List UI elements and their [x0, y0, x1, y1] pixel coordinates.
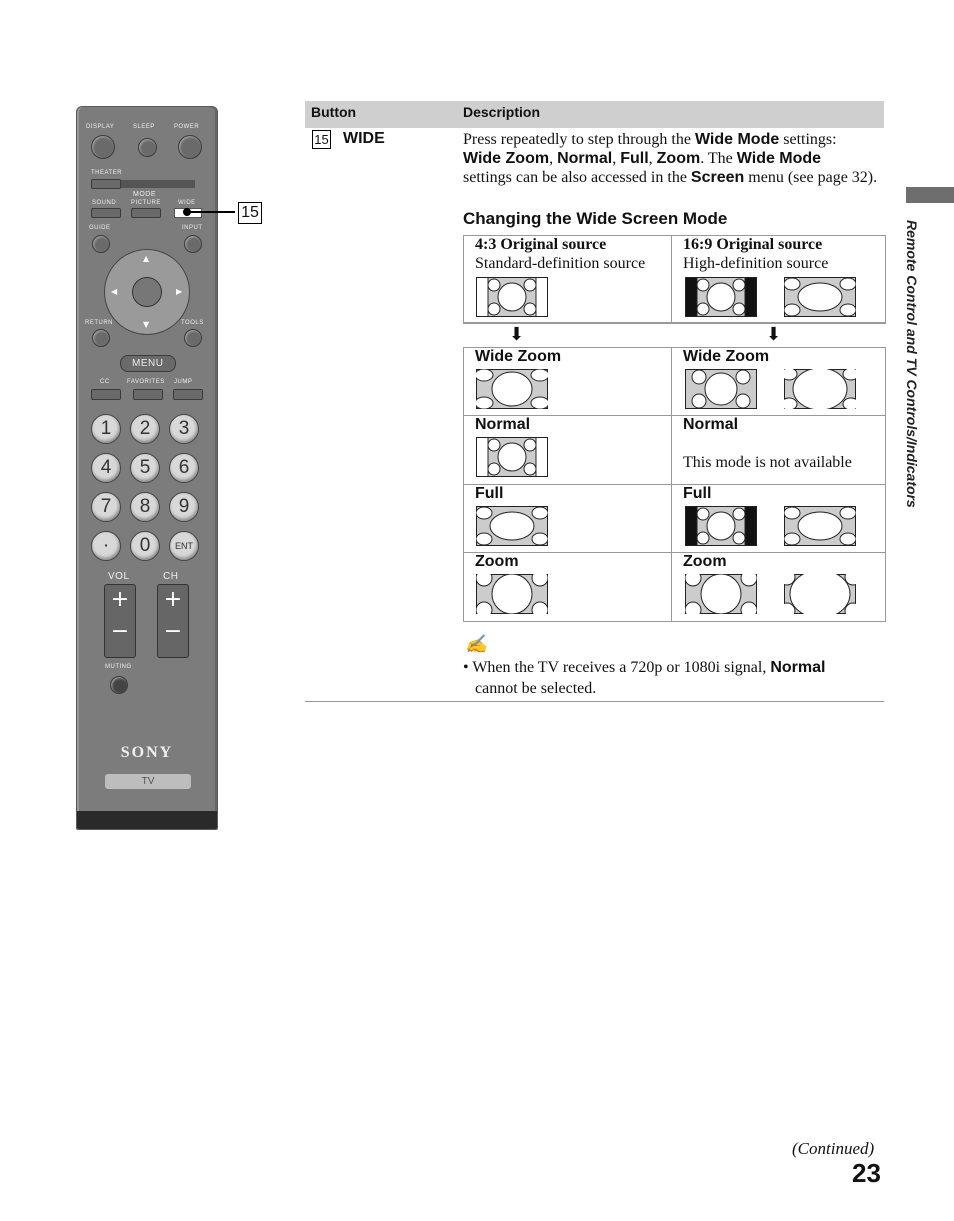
row-number: 15 [312, 130, 331, 149]
mode-cell [464, 416, 672, 485]
table-bottom-rule [305, 701, 884, 702]
remote-control-illustration [76, 106, 218, 830]
mode-note: This mode is not available [683, 454, 852, 471]
section-tab-label: Remote Control and TV Controls/Indicators [904, 220, 920, 508]
label-display: DISPLAY [86, 124, 115, 130]
return-button [92, 329, 110, 347]
number-button: 9 [169, 492, 199, 522]
up-arrow-icon: ▲ [143, 254, 150, 263]
mode-cell [672, 348, 885, 416]
cc-button [91, 389, 121, 400]
screen-169-wide-diagram [784, 277, 856, 317]
note-text: • When the TV receives a 720p or 1080i signal, Normal cannot be selected. [463, 659, 826, 697]
mode-cell [672, 485, 885, 553]
remote-bottom-edge [77, 811, 217, 829]
tools-button [184, 329, 202, 347]
label-jump: JUMP [174, 379, 193, 385]
note-pencil-icon: ✍ [465, 634, 488, 655]
source-cell-43 [464, 236, 672, 323]
mode-label: Zoom [475, 553, 519, 570]
label-theater: THEATER [91, 170, 123, 176]
mode-label: Zoom [683, 553, 727, 570]
label-sound: SOUND [92, 200, 117, 206]
source-169-title: 16:9 Original source [683, 236, 823, 253]
label-vol: VOL [108, 571, 130, 582]
tv-mode-label: TV [105, 774, 191, 789]
dpad-center-button [132, 277, 162, 307]
label-tools: TOOLS [181, 320, 204, 326]
source-169-subtitle: High-definition source [683, 255, 829, 272]
section-tab-marker [906, 187, 954, 203]
number-button: 8 [130, 492, 160, 522]
mode-label: Full [475, 485, 504, 502]
number-button: 0 [130, 531, 160, 561]
label-return: RETURN [85, 320, 113, 326]
mode-cell [464, 348, 672, 416]
label-sleep: SLEEP [133, 124, 155, 130]
wide-zoom-169-b-diagram [784, 369, 856, 409]
picture-button [131, 208, 161, 218]
left-arrow-icon: ◀ [111, 287, 118, 296]
section-title: Changing the Wide Screen Mode [463, 209, 728, 228]
volume-rocker [104, 584, 136, 658]
callout-number: 15 [238, 202, 262, 224]
label-guide: GUIDE [89, 225, 111, 231]
sound-button [91, 208, 121, 218]
source-43-title: 4:3 Original source [475, 236, 607, 253]
full-169-b-diagram [784, 506, 856, 546]
label-ch: CH [163, 571, 179, 582]
number-button: 2 [130, 414, 160, 444]
muting-button [110, 676, 128, 694]
theater-button [91, 179, 121, 189]
modes-table [463, 347, 886, 622]
full-43-diagram [476, 506, 548, 546]
label-cc: CC [100, 379, 110, 385]
wide-zoom-169-a-diagram [685, 369, 757, 409]
number-button: 4 [91, 453, 121, 483]
minus-icon: − [110, 619, 130, 644]
table-header [305, 101, 884, 128]
ent-button: ENT [169, 531, 199, 561]
wide-zoom-43-diagram [476, 369, 548, 409]
label-favorites: FAVORITES [127, 379, 165, 385]
plus-icon: + [163, 587, 183, 612]
full-169-a-diagram [685, 506, 757, 546]
screen-169-on-43-diagram [685, 277, 757, 317]
header-description: Description [463, 104, 541, 120]
number-button: 3 [169, 414, 199, 444]
label-input: INPUT [182, 225, 203, 231]
page-number: 23 [852, 1158, 881, 1188]
jump-button [173, 389, 203, 400]
menu-button: MENU [120, 355, 176, 372]
number-button: 5 [130, 453, 160, 483]
label-wide: WIDE [178, 200, 196, 206]
zoom-169-b-diagram [784, 574, 856, 614]
sleep-button [138, 138, 157, 157]
row-description: Press repeatedly to step through the Wide Mode settings: Wide Zoom, Normal, Full, Zoom. The Wide Mode settings can be also accessed in the Screen menu (see page 32). [463, 131, 878, 186]
display-button [91, 135, 115, 159]
number-button: 7 [91, 492, 121, 522]
callout-line [187, 211, 235, 213]
row-button-name: WIDE [343, 130, 385, 147]
favorites-button [133, 389, 163, 400]
mode-label: Wide Zoom [475, 348, 562, 365]
guide-button [92, 235, 110, 253]
zoom-43-diagram [476, 574, 548, 614]
down-arrow-icon: ⬇ [509, 324, 525, 345]
theater-bar [121, 180, 195, 188]
label-power: POWER [174, 124, 200, 130]
mode-cell [672, 553, 885, 621]
directional-pad [104, 249, 190, 335]
mode-label: Full [683, 485, 712, 502]
right-arrow-icon: ▶ [176, 287, 183, 296]
dot-button: · [91, 531, 121, 561]
number-button: 6 [169, 453, 199, 483]
mode-cell [464, 553, 672, 621]
screen-43-normal-diagram [476, 277, 548, 317]
power-button [178, 135, 202, 159]
channel-rocker [157, 584, 189, 658]
down-arrow-icon: ▼ [143, 320, 150, 329]
mode-label: Normal [475, 416, 531, 433]
label-mode: MODE [133, 191, 156, 198]
minus-icon: − [163, 619, 183, 644]
plus-icon: + [110, 587, 130, 612]
down-arrow-icon: ⬇ [766, 324, 782, 345]
mode-cell [464, 485, 672, 553]
continued-label: (Continued) [792, 1139, 875, 1158]
mode-cell [672, 416, 885, 485]
label-picture: PICTURE [131, 200, 161, 206]
mode-label: Wide Zoom [683, 348, 770, 365]
header-button: Button [311, 104, 357, 120]
source-cell-169 [672, 236, 885, 323]
label-muting: MUTING [105, 664, 132, 670]
source-table [463, 235, 886, 324]
mode-label: Normal [683, 416, 739, 433]
normal-43-diagram [476, 437, 548, 477]
source-43-subtitle: Standard-definition source [475, 255, 646, 272]
number-button: 1 [91, 414, 121, 444]
zoom-169-a-diagram [685, 574, 757, 614]
input-button [184, 235, 202, 253]
brand-logo: SONY [120, 744, 174, 761]
